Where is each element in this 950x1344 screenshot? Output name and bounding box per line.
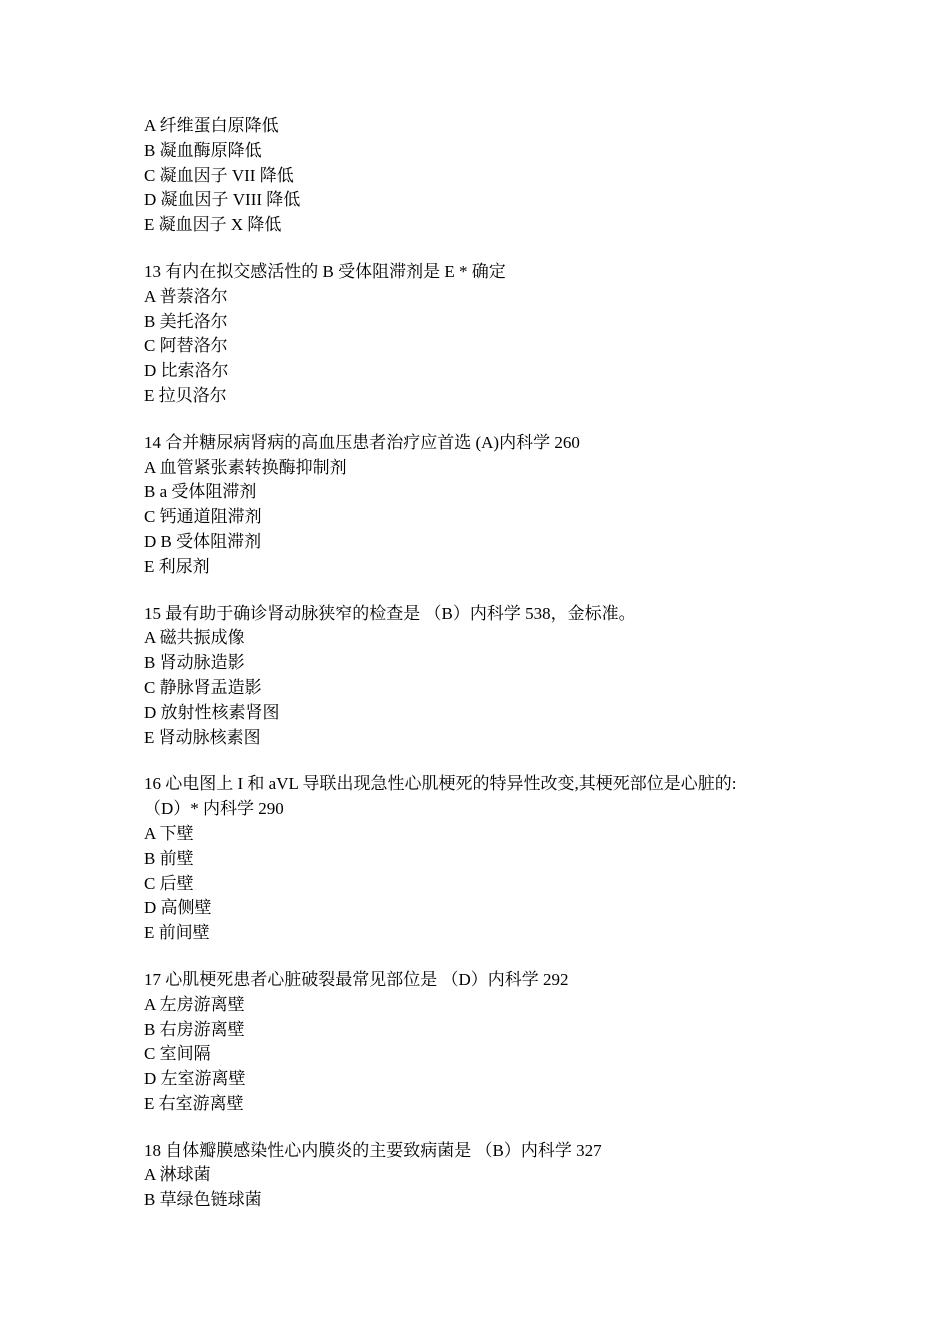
option-c: C 静脉肾盂造影: [144, 677, 262, 697]
option-d: D 左室游离壁: [144, 1069, 246, 1089]
option-b: B 肾动脉造影: [144, 653, 245, 673]
question-title: 17 心肌梗死患者心脏破裂最常见部位是 （D）内科学 292: [144, 969, 569, 989]
spacer: [144, 1117, 824, 1139]
question-13: [144, 260, 824, 409]
option-b: B 草绿色链球菌: [144, 1190, 262, 1210]
option-c: C 室间隔: [144, 1044, 211, 1064]
option-c: C 阿替洛尔: [144, 336, 228, 356]
question-title: 13 有内在拟交感活性的 B 受体阻滞剂是 E * 确定: [144, 261, 506, 281]
option-a: A 下壁: [144, 823, 194, 843]
option-c: C 钙通道阻滞剂: [144, 507, 262, 527]
option-c: C 后壁: [144, 873, 194, 893]
option-e: E 前间壁: [144, 923, 210, 943]
spacer: [144, 750, 824, 772]
option-b: B 凝血酶原降低: [144, 140, 262, 160]
option-a: A 血管紧张素转换酶抑制剂: [144, 457, 347, 477]
option-e: E 凝血因子 X 降低: [144, 215, 282, 235]
question-17: [144, 968, 824, 1117]
question-16: [144, 772, 824, 946]
option-d: D B 受体阻滞剂: [144, 531, 262, 551]
option-a: A 普萘洛尔: [144, 286, 228, 306]
option-b: B a 受体阻滞剂: [144, 482, 257, 502]
question-15: [144, 602, 824, 751]
option-e: E 利尿剂: [144, 556, 210, 576]
question-12: [144, 114, 824, 238]
option-d: D 高侧壁: [144, 898, 212, 918]
option-e: E 拉贝洛尔: [144, 385, 227, 405]
question-title: 18 自体瓣膜感染性心内膜炎的主要致病菌是 （B）内科学 327: [144, 1140, 602, 1160]
option-b: B 右房游离壁: [144, 1019, 245, 1039]
option-d: D 放射性核素肾图: [144, 702, 280, 722]
option-a: A 淋球菌: [144, 1165, 211, 1185]
option-b: B 美托洛尔: [144, 311, 228, 331]
option-e: E 右室游离壁: [144, 1093, 244, 1113]
spacer: [144, 580, 824, 602]
option-a: A 左房游离壁: [144, 994, 245, 1014]
spacer: [144, 238, 824, 260]
option-a: A 磁共振成像: [144, 628, 245, 648]
option-d: D 凝血因子 VIII 降低: [144, 190, 301, 210]
option-a: A 纤维蛋白原降低: [144, 116, 279, 135]
option-d: D 比索洛尔: [144, 361, 229, 381]
question-page: [144, 114, 824, 1213]
option-c: C 凝血因子 VII 降低: [144, 165, 294, 185]
option-e: E 肾动脉核素图: [144, 727, 261, 747]
question-title-line-2: （D）* 内科学 290: [144, 799, 284, 819]
spacer: [144, 409, 824, 431]
question-title: 14 合并糖尿病肾病的高血压患者治疗应首选 (A)内科学 260: [144, 432, 580, 452]
option-b: B 前壁: [144, 848, 194, 868]
question-18: [144, 1139, 824, 1213]
question-14: [144, 431, 824, 580]
question-title-line-1: 16 心电图上 I 和 aVL 导联出现急性心肌梗死的特异性改变,其梗死部位是心脏的:: [144, 774, 737, 794]
spacer: [144, 946, 824, 968]
question-title: 15 最有助于确诊肾动脉狭窄的检查是 （B）内科学 538，金标准。: [144, 603, 636, 623]
